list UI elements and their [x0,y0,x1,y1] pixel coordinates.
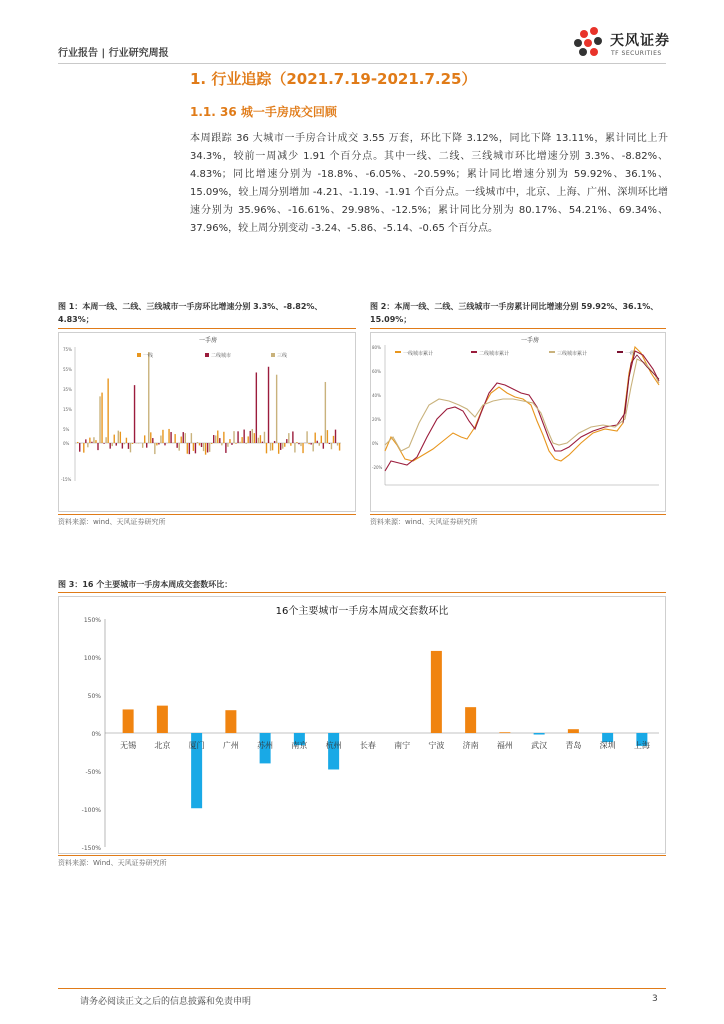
x-tick-label: 南宁 [394,741,411,750]
figure1-bar [290,443,291,446]
figure3-chart [58,596,666,854]
figure1-bar [199,443,200,445]
figure1-bar [315,433,316,443]
figure1-bar [221,443,222,445]
svg-text:80%: 80% [372,345,381,350]
figure1-bar [130,443,131,452]
figure1-legend-swatch-2 [205,353,209,357]
figure1-bar [248,436,249,443]
figure3-caption-rule [58,592,666,593]
figure1-bar [272,443,273,450]
figure1-bar [146,443,147,448]
figure1-bar [333,436,334,443]
figure2-source: 资料来源：wind、天风证券研究所 [370,518,478,526]
figure1-bar [95,440,96,443]
bar-2 [157,706,168,733]
figure1-bar [284,443,285,447]
figure1-bar [310,443,311,445]
body-paragraph: 本周跟踪 36 大城市一手房合计成交 3.55 万套，环比下降 3.12%，同比下降 13.11%，累计同比上升 34.3%，较前一周减少 1.91 个百分点。其中一线、二线、三线城市环比增速分别 3.3%、-8.82%、4.83%；同比增速分别为 -18.8%、-6.05%、-20.59%；累计同比增速分别为 59.92%、36.1%、15.09%，较上周分别增加 -4.21、-1.19、-1.91 个百分点。一线城市中，北京、上海、广州、深圳环比增速分别为 35.96%、-16.61%、29.98%、-12.5%；累计同比分别为 80.17%、54.21%、69.34%、37.96%，较上周分别变动 -3.24、-5.86、-5.14、-0.65 个百分点。 [190,133,668,234]
figure2-legend-1: 一线城市累计 [403,351,434,357]
figure1-bar [189,443,190,454]
figure1-bar [266,443,267,453]
svg-text:-20%: -20% [372,465,383,470]
figure1-bar [197,442,198,443]
figure2-chart [370,332,666,512]
figure1-bar [274,441,275,443]
figure1-bar [282,443,283,449]
figure1-bar [158,443,159,444]
figure1-bar [122,443,123,449]
figure1-bar [321,436,322,443]
figure2-legend-swatch-3 [549,351,555,353]
x-tick-label: 苏州 [257,741,274,750]
section-title: 1. 行业追踪（2021.7.19-2021.7.25） [190,70,477,88]
figure1-bar [262,442,263,443]
figure1-bar [156,443,157,445]
svg-text:5%: 5% [63,427,70,432]
y-tick-label: 50% [87,693,101,700]
figure2-legend-4: 一线 [625,351,636,357]
figure1-bar [225,443,226,453]
figure1-bar [181,437,182,443]
footer-divider [58,988,666,989]
figure1-bar [144,435,145,443]
figure1-bar [300,443,301,446]
x-tick-label: 长春 [359,741,376,750]
figure1-bar [126,438,127,443]
figure1-bar [114,435,115,443]
figure1-caption-rule [58,328,356,329]
figure1-bar [91,442,92,443]
figure1-inner-title: 一手房 [199,337,218,344]
figure1-bar [337,443,338,446]
figure1-bar [294,443,295,452]
figure1-bar [323,443,324,449]
figure1-bar [278,443,279,454]
figure1-bar [87,443,88,447]
chart-title: 16个主要城市一手房本周成交套数环比 [275,606,449,617]
figure2-line-tier1-dark [623,355,659,423]
figure1-bar [203,443,204,451]
figure1-bar [170,432,171,443]
figure1-bar [79,443,80,452]
figure1-bar [254,433,255,443]
figure1-bar [124,443,125,444]
x-tick-label: 广州 [222,741,239,750]
figure1-bar [99,396,100,443]
figure1-bar [280,443,281,450]
figure1-bar [298,443,299,444]
svg-text:0%: 0% [63,441,70,446]
figure1-bar [286,439,287,443]
svg-text:40%: 40% [372,393,381,398]
figure1-legend-2: 二线城市 [211,353,232,359]
y-tick-label: -50% [85,769,101,776]
figure1-bar [132,443,133,444]
figure1-bar [264,432,265,443]
figure3-caption: 图 3：16 个主要城市一手房本周成交套数环比： [58,580,233,589]
figure1-bar [162,430,163,443]
figure1-bar [229,439,230,443]
figure1-bar [118,431,119,443]
svg-text:-15%: -15% [61,477,72,482]
svg-text:55%: 55% [63,367,72,372]
figure1-chart [58,332,356,512]
x-tick-label: 武汉 [531,741,548,750]
figure1-bar [237,431,238,443]
figure1-bar [120,432,121,443]
figure1-bar [219,438,220,443]
figure2-legend-swatch-2 [471,351,477,353]
figure1-bar [241,437,242,443]
figure2-legend-3: 三线城市累计 [557,351,588,357]
figure1-bar [288,433,289,443]
report-category: 行业报告 | 行业研究周报 [58,48,169,59]
figure1-bar [296,442,297,443]
figure1-bar [331,443,332,449]
figure1-bar [93,437,94,443]
figure1-bar [77,442,78,443]
y-tick-label: 100% [83,655,101,662]
figure1-bar [258,438,259,443]
bar-7 [328,733,339,769]
figure2-source-rule [370,514,666,515]
figure1-bar [101,393,102,443]
svg-text:20%: 20% [372,417,381,422]
x-tick-label: 厦门 [188,741,205,750]
x-tick-label: 福州 [496,741,513,750]
figure1-bar [317,441,318,443]
figure1-bar [195,443,196,453]
x-tick-label: 济南 [462,741,479,750]
figure1-bar [185,433,186,443]
x-tick-label: 青岛 [565,741,582,750]
x-tick-label: 上海 [633,741,650,750]
figure1-bar [260,435,261,443]
svg-text:35%: 35% [63,387,72,392]
header-divider [58,63,666,64]
figure1-legend-swatch-3 [271,353,275,357]
bar-1 [123,709,134,733]
figure1-bar [270,443,271,451]
figure1-bar [150,432,151,443]
figure2-legend-swatch-1 [395,351,401,353]
brand-name-en: TF SECURITIES [611,50,662,57]
bar-14 [568,729,579,733]
figure1-bar [142,443,143,448]
figure1-bar [85,439,86,443]
figure1-bar [339,443,340,451]
figure1-bar [276,375,277,443]
figure1-bar [243,430,244,443]
figure3-source: 资料来源：Wind、天风证券研究所 [58,859,167,867]
figure2-caption-rule [370,328,666,329]
svg-text:75%: 75% [63,347,72,352]
figure1-bar [116,443,117,446]
x-tick-label: 深圳 [599,741,616,750]
x-tick-label: 北京 [154,741,171,750]
figure1-bar [256,372,257,443]
figure1-bar [245,443,246,444]
y-tick-label: 150% [83,617,101,624]
figure1-bar [213,435,214,443]
figure1-bar [327,430,328,443]
figure1-bar [223,432,224,443]
figure1-bar [105,437,106,443]
figure1-bar [97,443,98,450]
svg-text:15%: 15% [63,407,72,412]
figure1-bar [154,443,155,454]
figure1-bar [89,438,90,443]
figure1-bar [183,432,184,443]
page-number: 3 [652,994,658,1004]
brand-name: 天风证券 [610,33,670,49]
figure1-bar [215,435,216,443]
figure1-bar [302,443,303,453]
figure1-bar [193,443,194,451]
figure1-bar [233,431,234,443]
svg-text:0%: 0% [372,441,379,446]
figure1-bar [209,443,210,452]
bar-13 [534,733,545,735]
bar-10 [431,651,442,733]
figure1-bar [319,443,320,446]
figure1-source-rule [58,514,356,515]
figure3-source-rule [58,855,666,856]
figure1-bar [312,443,313,451]
figure1-bar [335,430,336,443]
figure1-bar [83,443,84,453]
figure1-bar [325,382,326,443]
bar-4 [225,710,236,733]
figure1-bar [174,434,175,443]
figure1-bar [176,443,177,448]
figure1-bar [217,431,218,443]
figure1-bar [239,442,240,443]
bar-11 [465,707,476,733]
figure2-legend-swatch-4 [617,351,623,353]
figure2-inner-title: 一手房 [521,337,540,344]
figure1-legend-swatch-1 [137,353,141,357]
figure1-bar [134,385,135,443]
y-tick-label: -150% [81,845,101,852]
figure1-legend-1: 一线 [143,353,154,359]
figure1-bar [292,431,293,443]
figure1-bar [152,438,153,443]
figure1-bar [164,443,165,445]
figure2-line-tier3 [385,359,659,451]
x-tick-label: 杭州 [325,741,342,750]
figure1-bar [268,367,269,443]
figure1-bar [231,443,232,445]
figure1-source: 资料来源：wind、天风证券研究所 [58,518,166,526]
figure1-bar [109,443,110,449]
figure1-legend-3: 三线 [277,353,288,359]
y-tick-label: -100% [81,807,101,814]
figure1-bar [205,443,206,455]
figure1-bar [306,431,307,443]
figure1-bar [329,443,330,444]
figure1-bar [191,433,192,443]
figure1-bar [250,431,251,443]
figure1-bar [227,443,228,447]
figure1-bar [160,436,161,443]
figure1-bar [187,443,188,454]
figure1-caption: 图 1：本周一线、二线、三线城市一手房环比增速分别 3.3%、-8.82%、4.83%； [58,302,323,324]
subsection-title: 1.1. 36 城一手房成交回顾 [190,105,337,119]
figure1-bar [235,443,236,444]
x-tick-label: 南京 [291,741,308,750]
figure1-bar [168,429,169,443]
figure1-bars [77,352,340,455]
figure1-bar [207,443,208,452]
figure1-bar [201,443,202,447]
svg-text:60%: 60% [372,369,381,374]
figure1-bar [308,443,309,444]
figure1-bar [148,352,149,443]
figure1-bar [107,378,108,443]
bar-12 [499,732,510,733]
figure2-line-tier1 [385,347,659,461]
figure1-bar [252,429,253,443]
figure1-bar [112,443,113,446]
x-tick-label: 无锡 [120,741,137,750]
figure1-bar [128,443,129,449]
figure2-legend-2: 二线城市累计 [479,351,510,357]
figure1-bar [103,443,104,444]
y-tick-label: 0% [91,731,101,738]
figure1-bar [179,443,180,451]
figure1-bar [211,443,212,444]
x-tick-label: 宁波 [428,741,445,750]
figure3-bar-chart [59,597,665,853]
disclaimer-note: 请务必阅读正文之后的信息披露和免责申明 [80,997,252,1007]
figure2-caption: 图 2：本周一线、二线、三线城市一手房累计同比增速分别 59.92%、36.1%、15.09%； [370,302,659,324]
